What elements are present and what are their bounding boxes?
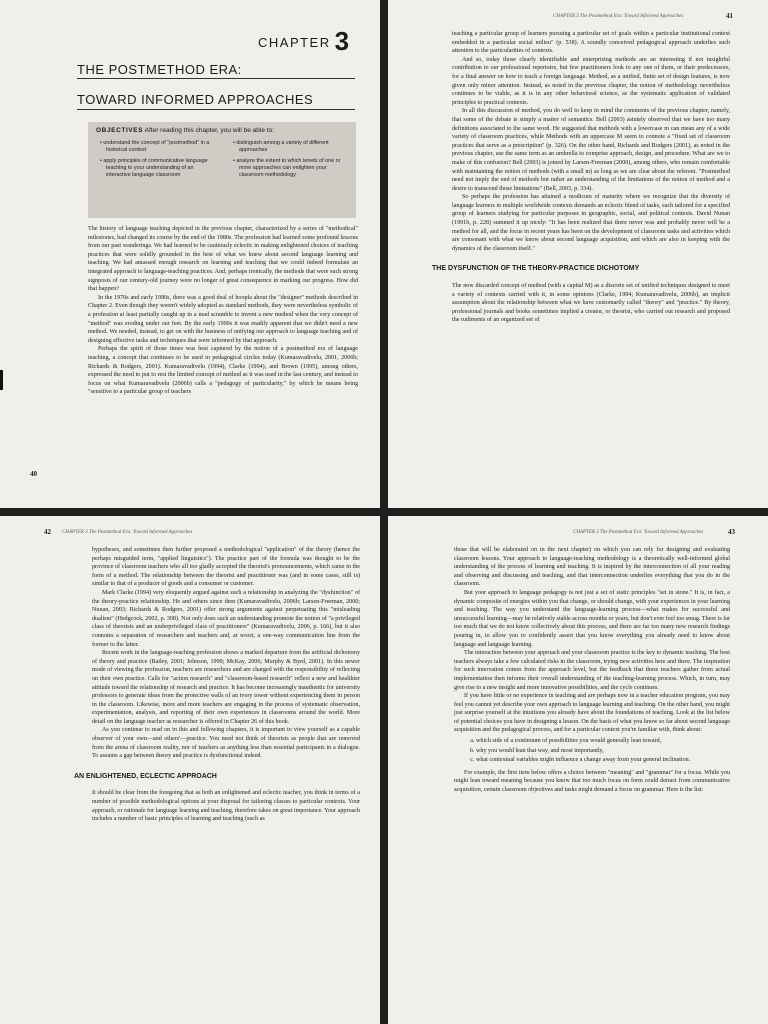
objectives-column-left — [100, 140, 210, 183]
paragraph: Perhaps the spirit of those times was best captured by the notion of a postmethod era of language teaching, a concept that continues to be used in pedagogical circles today (Kumaravadivelu, 2001, 2006b; Richards & Rodgers, 2001). Kumaravadivelu (1994), Clarke (1994), and Brown (1995), among others, expressed the need to put to rest the limited concept of method as it was used in the last century, and instead to focus on what Kumaravadivelu (2006b) calls a "pedagogy of particularity," by which he means being "sensitive to a particular group of teachers — [88, 346, 358, 396]
title-rule-2 — [77, 109, 355, 110]
objectives-label: OBJECTIVES — [96, 127, 144, 134]
page-42-body — [74, 546, 360, 824]
objectives-intro: After reading this chapter, you will be able to: — [144, 127, 274, 134]
chapter-label: CHAPTER — [258, 35, 331, 50]
objective-item: • distinguish among a variety of different approaches — [233, 140, 329, 153]
paragraph: As you continue to read on in this and following chapters, it is important to view yourself as a capable observer of your own—and others'—practice. You need not think of theorists as people that are removed from the arena of classroom reality, nor of teachers as anything less than essential participants in a dialogue. To assume a gap between theory and practice is dysfunctional indeed. — [92, 727, 360, 760]
choice-list — [454, 737, 730, 765]
page-40-body — [88, 225, 358, 397]
page-number: 41 — [726, 12, 733, 20]
paragraph: Mark Clarke (1994) very eloquently argued against such a relationship in analyzing the "dysfunction" of the theory-practice relationship. He and others since then (Kumaravadivelu, 2006b; Larsen-Freeman, 2000; Nunan, 2003; Richards & Rodgers, 2001) offer strong arguments against perpetuating this "misleading dualism" (Hedgcock, 2002, p. 308). Not only does such an understanding promote the notion of "a privileged class of theorists and an underprivileged class of practitioners" (Kumaravadivelu, 2006, p. 166), but it also connotes a separation of researchers and teachers and, at worst, a one-way communication line from the former to the latter. — [92, 589, 360, 648]
paragraph: So perhaps the profession has attained a modicum of maturity where we recognize that the diversity of language learners in multiple worldwide contexts demands an eclectic blend of tasks, each tailored for a specified group of learners studying for particular purposes in geographic, social, and political contexts. David Nunan (1991b, p. 228) summed it up nicely: "It has been realized that there never was and probably never will be a method for all, and the focus in recent years has been on the development of classroom tasks and activities which are consonant with what we know about second language acquisition, and which are also in keeping with the dynamics of the classroom itself." — [452, 194, 730, 252]
chapter-heading — [258, 26, 351, 57]
page-number: 40 — [30, 470, 37, 478]
page-41 — [388, 0, 768, 508]
section-heading: AN ENLIGHTENED, ECLECTIC APPROACH — [74, 772, 217, 780]
running-head: CHAPTER 3 The Postmethod Era: Toward Informed Approaches — [62, 530, 193, 535]
running-head: CHAPTER 3 The Postmethod Era: Toward Informed Approaches — [573, 530, 704, 535]
section-heading: THE DYSFUNCTION OF THE THEORY-PRACTICE DICHOTOMY — [432, 265, 640, 273]
objectives-heading — [96, 127, 274, 134]
paragraph: The now discarded concept of method (with a capital M) as a discrete set of unified techniques designed to meet a variety of contexts carried with it, in some opinions (Clarke, 1994; Kumaravadivelu, 2006b), an implicit assumption about the relationship between what we have customarily called "theory" and "practice." By theory, professional journals and books sometimes implied a creator, or theorist, who carried out research and proposed the rudiments of an organized set of — [452, 283, 730, 324]
list-item: b. why you would lean that way, and most importantly, — [476, 747, 730, 756]
paragraph: hypotheses, and sometimes then further proposed a methodological "application" of the theory (hence the perhaps misguided term, "applied linguistics"). The practice part of the formula was thought to be the province of classroom teachers who all too gladly accepted the theorist's pronouncements, which came in the form of a method. The relationship between the theorist and practitioner was (and in some cases, still is) similar to that of a producer of goods and a consumer or customer. — [92, 547, 360, 588]
chapter-title-line-1: THE POSTMETHOD ERA: — [77, 62, 242, 77]
paragraph: In all this discussion of method, you do well to keep in mind the comments of the previous chapter, namely, that some of the debate is simply a matter of semantics. Bell (2003) astutely observed that we have too many definitions associated to the same word. He suggested that methods with a lowercase m can mean any of a wide variety of classroom practices, while Methods with an uppercase M seem to connote a "fixed set of classroom practices that serve as a prescription" (p. 326). On the other hand, Richards and Rodgers (2001), as noted in the previous chapter, use the same term as an umbrella to comprise approach, design, and procedure. What are we to make of this confusion? Bell (2003) is joined by Larsen-Freeman (2000), among others, who remain comfortable with maintaining the notion of methods (with a small m) as long as we are clear about the referent. "Postmethod need not imply the end of methods but rather an understanding of the limitations of the notion of method and a desire to transcend those limitations" (Bell, 2003, p. 334). — [452, 108, 730, 192]
list-item: a. which side of a continuum of possibilities you would generally lean toward, — [476, 737, 730, 746]
paragraph: The interaction between your approach and your classroom practice is the key to dynamic teaching. The best teachers always take a few calculated risks in the classroom, trying new activities here and there. The inspiration for such innovation comes from the approach level, but the feedback that these teachers gather from actual implementation then informs their overall understanding of the teaching-learning process. Which, in turn, may give rise to a new insight and more innovative possibilities, and the cycle continues. — [454, 650, 730, 691]
list-item: c. what contextual variables might influence a change away from your general inclination. — [476, 756, 730, 765]
page-43 — [388, 516, 768, 1024]
paragraph: teaching a particular group of learners pursuing a particular set of goals within a particular institutional context embedded in a particular social milieu" (p. 538). A soundly conceived pedagogical approach underlies such attention to the particularities of contexts. — [452, 31, 730, 55]
objective-item: • analyze the extent to which tenets of one or more approaches can enlighten your classroom methodology — [233, 158, 341, 178]
paragraph: The history of language teaching depicted in the previous chapter, characterized by a series of "methodical" milestones, had changed its course by the end of the 1980s. The profession had learned some profound lessons from our past wanderings. We had learned to be cautiously eclectic in making enlightened choices of teaching practices that were solidly grounded in the best of what we knew about second language learning and teaching. We had amassed enough research on learning and teaching that we could indeed formulate an integrated approach to language-teaching practices. And, perhaps ironically, the methods that were such strong signposts of our century-old journey were no longer of great consequence in marking our progress. How did that happen? — [88, 226, 358, 293]
title-rule-1 — [77, 78, 355, 79]
running-head: CHAPTER 3 The Postmethod Era: Toward Informed Approaches — [553, 14, 684, 19]
objectives-column-right — [233, 140, 345, 183]
paragraph: Recent work in the language-teaching profession shows a marked departure from the artificial dichotomy of theory and practice (Bailey, 2001; Johnson, 1999; McKay, 2006; Murphy & Byrd, 2001). In this newer mode of viewing the profession, teachers are researchers and are charged with the responsibility of reflecting on their own practice. Calls for "action research" and "classroom-based research" reflect a new and healthier attitude toward the relationship of research and practice. It has become increasingly inauthentic for university professors to generate ideas from the protective walls of an ivory tower without experiencing them in person in the classroom. Likewise, more and more teachers are engaging in the process of systematic observation, experimentation, analysis, and reporting of their own experiences in classrooms around the world. More detail on the language teacher as researcher is offered in Chapter 26 of this book. — [92, 650, 360, 725]
objectives-box — [88, 122, 356, 218]
paragraph: And so, today those clearly identifiable and enterprising methods are an interesting if not insightful contribution to our professional repertoire, but few practitioners look to any one of them, or their predecessors, for a final answer on how to teach a foreign language. Method, as a unified, finite set of design features, is now given only minor attention. Instead, as noted in the previous chapter, the notion of methodology nevertheless continues to be viable, as it is in any other behavioral science, as the systematic application of validated principles to practical contexts. — [452, 56, 730, 106]
paragraph: those that will be elaborated on in the next chapter) on which you can rely for designing and evaluating classroom lessons. Your approach to language-teaching methodology is a theoretically well-informed global understanding of the process of learning and teaching. It is inspired by the interconnection of all your reading and observing and discussing and teaching, and that interconnection underlies everything that you do in the classroom. — [454, 547, 730, 588]
scan-margin-mark — [0, 370, 3, 390]
paragraph: But your approach to language pedagogy is not just a set of static principles "set in stone." It is, in fact, a dynamic composite of energies within you that change, or should change, with your experiences in your learning and teaching. The way you understand the language-learning process—what makes for successful and unsuccessful learning—may be relatively stable across months or years, but don't ever feel too smug. There is far too much that we do not know collectively about this process, and there are far too many new research findings pouring in, to allow you to confidently assert that you know everything you already need to know about language and language learning. — [454, 589, 730, 648]
paragraph: In the 1970s and early 1980s, there was a good deal of hoopla about the "designer" methods described in Chapter 2. Even though they weren't widely adopted as standard methods, they were nevertheless symbolic of a profession at least partially caught up in a mad scramble to invent a new method when the very concept of "method" was eroding under our feet. By the early 1990s it was readily apparent that we didn't need a new method. We needed, instead, to get on with the business of unifying our approach to language teaching and of designing effective tasks and techniques that were informed by that approach. — [88, 294, 358, 344]
page-number: 43 — [728, 528, 735, 536]
page-number: 42 — [44, 528, 51, 536]
objective-item: • apply principles of communicative language teaching to your understanding of an interactive language classroom — [100, 158, 208, 178]
page-43-body — [454, 546, 730, 795]
paragraph: If you have little or no experience in teaching and are perhaps now in a teacher education program, you may feel you cannot yet describe your own approach to language learning and teaching. On the other hand, you might just surprise yourself at the intuitions you already have about the foundations of teaching. Look at the list below of potential choices you have in designing a lesson. On the basis of what you know so far about second language acquisition and the pedagogical process, and for a particular context you're familiar with, think about: — [454, 693, 730, 734]
chapter-number: 3 — [334, 26, 351, 56]
objective-item: • understand the concept of "postmethod" in a historical context — [100, 140, 210, 153]
paragraph: For example, the first item below offers a choice between "meaning" and "grammar" for a focus. While you might lean toward meaning because you know that too much focus on form could detract from communicative acquisition, certain classroom objectives and tasks might demand a focus on grammar. Here is the list: — [454, 769, 730, 794]
page-41-body — [432, 30, 730, 325]
page-42 — [0, 516, 380, 1024]
chapter-title-line-2: TOWARD INFORMED APPROACHES — [77, 92, 314, 107]
page-40 — [0, 0, 380, 508]
paragraph: It should be clear from the foregoing that as both an enlightened and eclectic teacher, you think in terms of a number of possible methodological options at your disposal for tailoring classes to particular contexts. Your approach, or rationale for language learning and teaching, therefore takes on great importance. Your approach includes a number of basic principles of learning and teaching (such as — [92, 790, 360, 823]
